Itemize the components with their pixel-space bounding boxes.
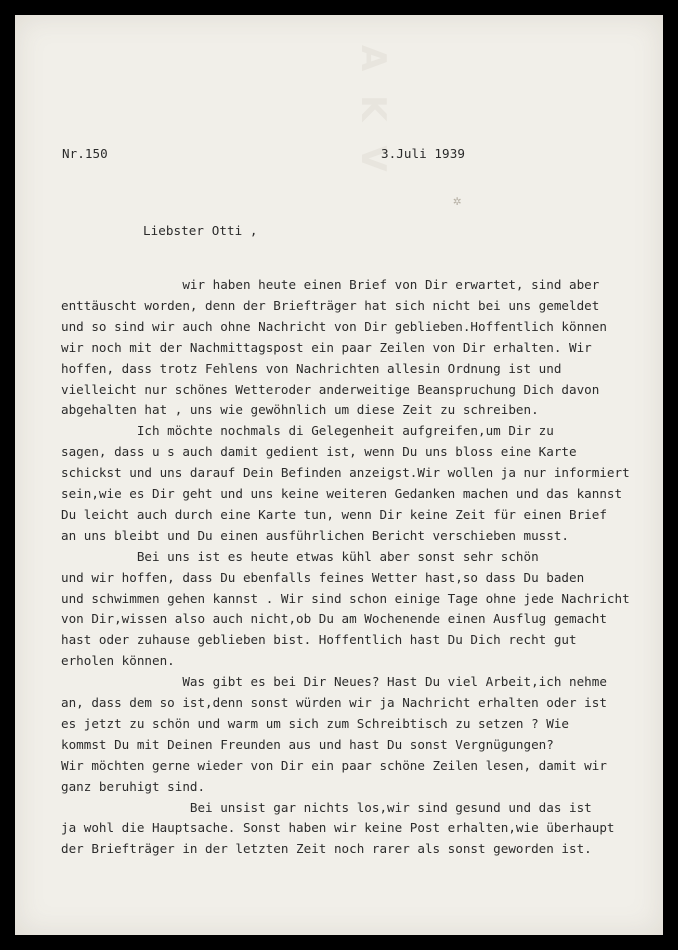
- letter-page: [15, 15, 663, 935]
- letter-line: und so sind wir auch ohne Nachricht von Dir geblieben.Hoffentlich können: [61, 318, 607, 334]
- letter-line: Du leicht auch durch eine Karte tun, wenn Dir keine Zeit für einen Brief: [61, 506, 607, 522]
- letter-line: schickst und uns darauf Dein Befinden anzeigst.Wir wollen ja nur informiert: [61, 465, 630, 481]
- letter-number: Nr.150: [62, 146, 108, 161]
- letter-line: hoffen, dass trotz Fehlens von Nachrichten allesin Ordnung ist und: [61, 360, 562, 376]
- letter-line: und wir hoffen, dass Du ebenfalls feines Wetter hast,so dass Du baden: [61, 569, 585, 585]
- letter-line: Bei unsist gar nichts los,wir sind gesund und das ist: [61, 799, 592, 815]
- letter-line: wir noch mit der Nachmittagspost ein paar Zeilen von Dir erhalten. Wir: [61, 339, 592, 355]
- salutation: Liebster Otti ,: [143, 223, 258, 238]
- letter-date: 3.Juli 1939: [381, 146, 465, 161]
- letter-line: vielleicht nur schönes Wetteroder anderweitige Beanspruchung Dich davon: [61, 381, 600, 397]
- asterisk-icon: ✲: [453, 193, 462, 209]
- letter-line: Was gibt es bei Dir Neues? Hast Du viel Arbeit,ich nehme: [61, 674, 607, 690]
- letter-line: Bei uns ist es heute etwas kühl aber sonst sehr schön: [61, 548, 539, 564]
- letter-line: von Dir,wissen also auch nicht,ob Du am Wochenende einen Ausflug gemacht: [61, 611, 607, 627]
- letter-line: abgehalten hat , uns wie gewöhnlich um diese Zeit zu schreiben.: [61, 402, 539, 418]
- letter-line: Wir möchten gerne wieder von Dir ein paar schöne Zeilen lesen, damit wir: [61, 757, 607, 773]
- letter-line: es jetzt zu schön und warm um sich zum Schreibtisch zu setzen ? Wie: [61, 715, 569, 731]
- letter-line: ganz beruhigt sind.: [61, 778, 206, 794]
- letter-line: und schwimmen gehen kannst . Wir sind schon einige Tage ohne jede Nachricht: [61, 590, 630, 606]
- letter-line: sagen, dass u s auch damit gedient ist, wenn Du uns bloss eine Karte: [61, 444, 577, 460]
- letter-line: Ich möchte nochmals di Gelegenheit aufgreifen,um Dir zu: [61, 423, 554, 439]
- watermark: A K V: [353, 45, 393, 178]
- letter-line: hast oder zuhause geblieben bist. Hoffentlich hast Du Dich recht gut: [61, 632, 577, 648]
- letter-line: der Briefträger in der letzten Zeit noch rarer als sonst geworden ist.: [61, 841, 592, 857]
- letter-line: enttäuscht worden, denn der Briefträger hat sich nicht bei uns gemeldet: [61, 297, 600, 313]
- letter-line: an, dass dem so ist,denn sonst würden wir ja Nachricht erhalten oder ist: [61, 695, 607, 710]
- letter-line: sein,wie es Dir geht und uns keine weiteren Gedanken machen und das kannst: [61, 486, 623, 501]
- letter-line: kommst Du mit Deinen Freunden aus und hast Du sonst Vergnügungen?: [61, 736, 554, 752]
- letter-line: ja wohl die Hauptsache. Sonst haben wir keine Post erhalten,wie überhaupt: [61, 820, 615, 836]
- letter-line: an uns bleibt und Du einen ausführlichen Bericht verschieben musst.: [61, 527, 569, 543]
- letter-line: erholen können.: [61, 653, 175, 669]
- letter-line: wir haben heute einen Brief von Dir erwartet, sind aber: [61, 277, 600, 292]
